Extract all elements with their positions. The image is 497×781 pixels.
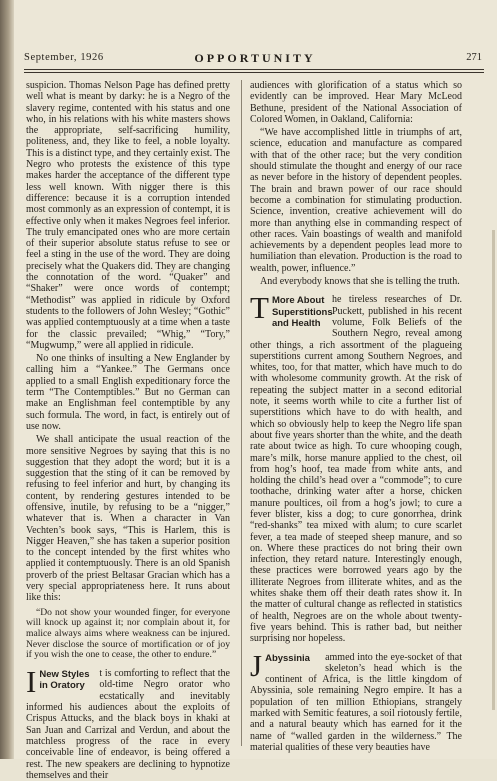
- page-edge-shadow: [492, 230, 495, 710]
- drop-cap: J: [250, 647, 263, 683]
- editorial-section: [26, 664, 230, 781]
- editorial-section: [250, 647, 462, 754]
- block-quote: “Do not show your wounded finger, for everyone will knock up against it; nor complain about it, for malice always aims where weakness can be injured. Never disclose the source of mortification or of joy if you wish the one to cease, the other to endure.”: [26, 606, 230, 661]
- section-text: he tireless researches of Dr. Puckett, published in his recent volume, Folk Beliefs of the Southern Negro, reveal among other things, a rich assortment of the plagueing superstitions current among Southern Negroes, and whites, too, for that matter, which have much to do with wholesome community growth. At the risk of repeating the subject matter in a second editorial note, it seems worth while to cite a further list of superstitions which have to do with health, and which so obviously help to keep the Negro life span about five years shorter than the white, and the death rate about twice as high. To cure whooping cough, mare’s milk, horse manure applied to the chest, oil from hog’s hoof, tea made from white ants, and holding the child’s head over a “commode”; to cure toothache, drinking water after a horse, chicken manure poultices, oil from a hog’s jowl; to cure a fever blister, kiss a dog; to cure gonorrhea, drink “red-shanks” tea mixed with alum; to cure scarlet fever, a tea made of steeped sheep manure, and so on. Where these practices do not bring their own infection, they retard nature. Interestingly enough, these practices were borrowed years ago by the illiterate Negroes from illiterate whites, and as the whites shake them off their death rates show it. In the matter of cultural change as reflected in statistics of health, Negroes are on the whole about twenty-five years behind. This is rather bad, but neither surprising nor hopeless.: [250, 294, 462, 645]
- page-binding-shadow: [0, 0, 14, 759]
- paragraph: suspicion. Thomas Nelson Page has defined pretty well what is meant by darky: he is a Negro of the slavery regime, contented with his status and one who, in his relations with his white masters shows the appropriate, self-sacrificing humility, politeness, and, they like to feel, a noble loyalty. This is a distinct type, and they certainly exist. The Negro who protests the existence of this type makes harder the acceptance of the different type less well known. With nigger there is this difference: because it is a corruption intended most commonly as an expression of contempt, it is effective only when it makes Negroes feel inferior. The truly emancipated ones who are more certain of their superior absolute status refuse to see or feel a sting in the use of the word. They are doing precisely what the Quakers did. They are changing the connotation of the word. “Quaker” and “Shaker” were once words of contempt; “Methodist” was applied in ridicule by Oxford students to the followers of John Wesley; “Gothic” was applied contemptuously at a time when a taste for the classic prevailed; “Whig,” “Tory,” “Mugwump,” were all applied in ridicule.: [26, 80, 230, 351]
- section-text: t is comforting to reflect that the old-time Negro orator who ecstatically and inevitably informed his audiences about the exploits of Crispus Attucks, and the black boys in khaki at San Juan and Carrizal and Verdun, and about the matchless progress of the race in every conceivable line of endeavor, is being offered a rest. The new speakers are declining to hypnotize themselves and their: [26, 668, 230, 781]
- side-heading: More About Superstitions and Health: [271, 295, 333, 329]
- paragraph: No one thinks of insulting a New Englander by calling him a “Yankee.” The Germans once applied to a small English expeditionary force the term “The Contemptibles.” But no German can make an Englishman feel contemptible by any such formula. The word, in fact, is entirely out of use now.: [26, 353, 230, 432]
- paragraph: audiences with glorification of a status which so evidently can be improved. Hear Mary McLeod Bethune, president of the National Association of Colored Women, in Oakland, California:: [250, 80, 462, 125]
- column-divider: [241, 80, 242, 746]
- header-rule: [24, 72, 484, 73]
- right-column: [250, 80, 462, 753]
- drop-cap: T: [250, 290, 269, 326]
- paragraph: “We have accomplished little in triumphs of art, science, education and manufacture as compared with that of the other race; but the very condition should stimulate the thought and energy of our race as never before in the history of dependent peoples. The brain and brawn power of our race should become a combination for stimulating production. Science, invention, creative achievement will do more than anything else in commanding respect of other races. Vain boastings of wealth and manifold achievements by a dependent peoples lead more to humiliation than elevation. Production is the road to wealth, power, influence.”: [250, 127, 462, 274]
- side-heading: New Styles in Oratory: [39, 669, 90, 692]
- left-column: [26, 80, 230, 781]
- page-number: 271: [466, 52, 482, 63]
- issue-date: September, 1926: [24, 52, 104, 63]
- magazine-title: OPPORTUNITY: [194, 51, 316, 65]
- paragraph: We shall anticipate the usual reaction of the more sensitive Negroes by saying that this is no suggestion that they adopt the word; but it is a suggestion that the sting of it can be removed by refusing to feel inferior and hurt, by changing its content, by rendering gestures intended to be offensive, inutile, by refusing to be a “nigger,” whatever that is. When a character in Van Vechten’s book says, “This is Harlem, this is Nigger Heaven,” she has taken a superior position to the concept intended by the first whites who applied it contemptuously. There is an old Spanish proverb of the priest Beltasar Gracian which has a very special appropriateness here. It runs about like this:: [26, 434, 230, 604]
- section-text: ammed into the eye-socket of that skeleton’s head which is the continent of Africa, is the little kingdom of Abyssinia, sole remaining Negro empire. It has a population of ten million Ethiopians, strangely marked with Semitic features, a soil riotously fertile, and a natural beauty which has earned for it the name of “walled garden in the wilderness.” The material qualities of these very beauties have: [250, 651, 462, 753]
- paragraph: And everybody knows that she is telling the truth.: [260, 276, 460, 288]
- side-heading: Abyssinia: [265, 652, 310, 664]
- drop-cap: I: [26, 664, 37, 700]
- editorial-section: [250, 290, 462, 645]
- header-rule: [24, 69, 484, 70]
